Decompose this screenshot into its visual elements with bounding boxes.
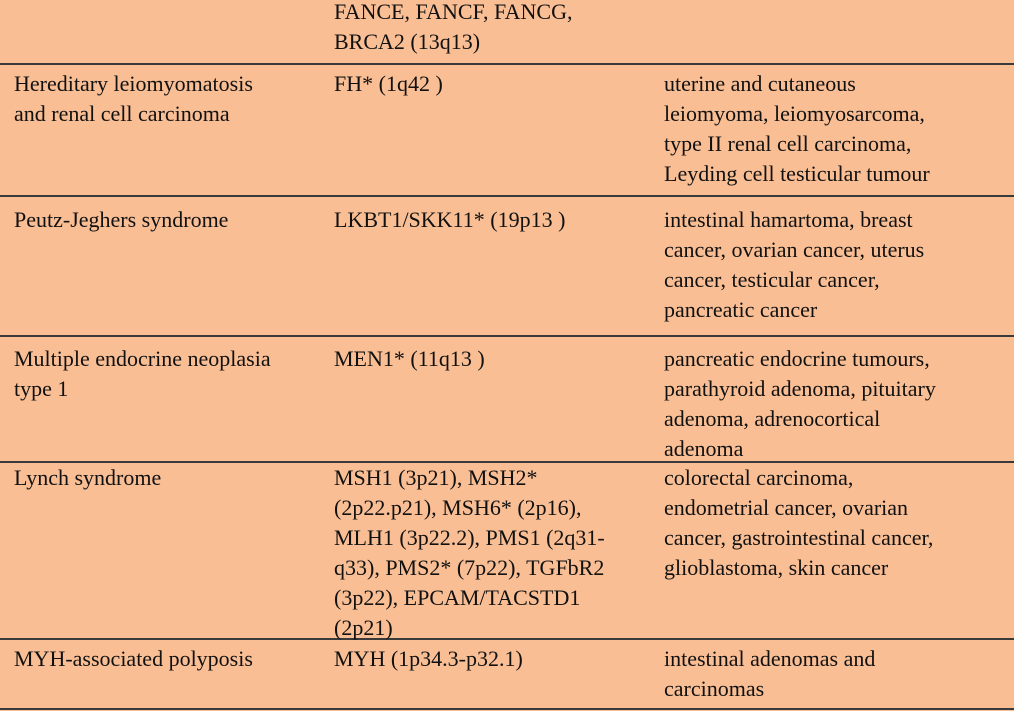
table-row <box>0 0 1014 65</box>
tumours-cell: intestinal adenomas and carcinomas <box>664 646 876 701</box>
condition-cell: MYH-associated polyposis <box>14 646 253 671</box>
condition-cell: Multiple endocrine neoplasia type 1 <box>14 346 271 401</box>
table-row <box>0 337 1014 463</box>
table-row <box>0 463 1014 640</box>
tumours-cell: pancreatic endocrine tumours, parathyroid adenoma, pituitary adenoma, adrenocortical adenoma <box>664 346 936 461</box>
genes-cell: MSH1 (3p21), MSH2* (2p22.p21), MSH6* (2p16), MLH1 (3p22.2), PMS1 (2q31- q33), PMS2* (7p22), TGFbR2 (3p22), EPCAM/TACSTD1 (2p21) <box>334 465 605 640</box>
condition-cell: Peutz-Jeghers syndrome <box>14 207 229 232</box>
genes-cell: FANCE, FANCF, FANCG, BRCA2 (13q13) <box>334 0 573 54</box>
genes-cell: MEN1* (11q13 ) <box>334 346 485 371</box>
tumours-cell: uterine and cutaneous leiomyoma, leiomyosarcoma, type II renal cell carcinoma, Leyding cell testicular tumour <box>664 71 930 186</box>
genes-cell: MYH (1p34.3-p32.1) <box>334 646 523 671</box>
genes-cell: FH* (1q42 ) <box>334 71 443 96</box>
table-row <box>0 197 1014 337</box>
condition-cell: Lynch syndrome <box>14 465 162 490</box>
tumours-cell: intestinal hamartoma, breast cancer, ovarian cancer, uterus cancer, testicular cancer, pancreatic cancer <box>664 207 925 322</box>
genes-cell: LKBT1/SKK11* (19p13 ) <box>334 207 566 232</box>
tumours-cell: colorectal carcinoma, endometrial cancer, ovarian cancer, gastrointestinal cancer, glioblastoma, skin cancer <box>664 465 934 580</box>
table-row <box>0 65 1014 197</box>
condition-cell: Hereditary leiomyomatosis and renal cell carcinoma <box>14 71 253 126</box>
table-row <box>0 640 1014 710</box>
